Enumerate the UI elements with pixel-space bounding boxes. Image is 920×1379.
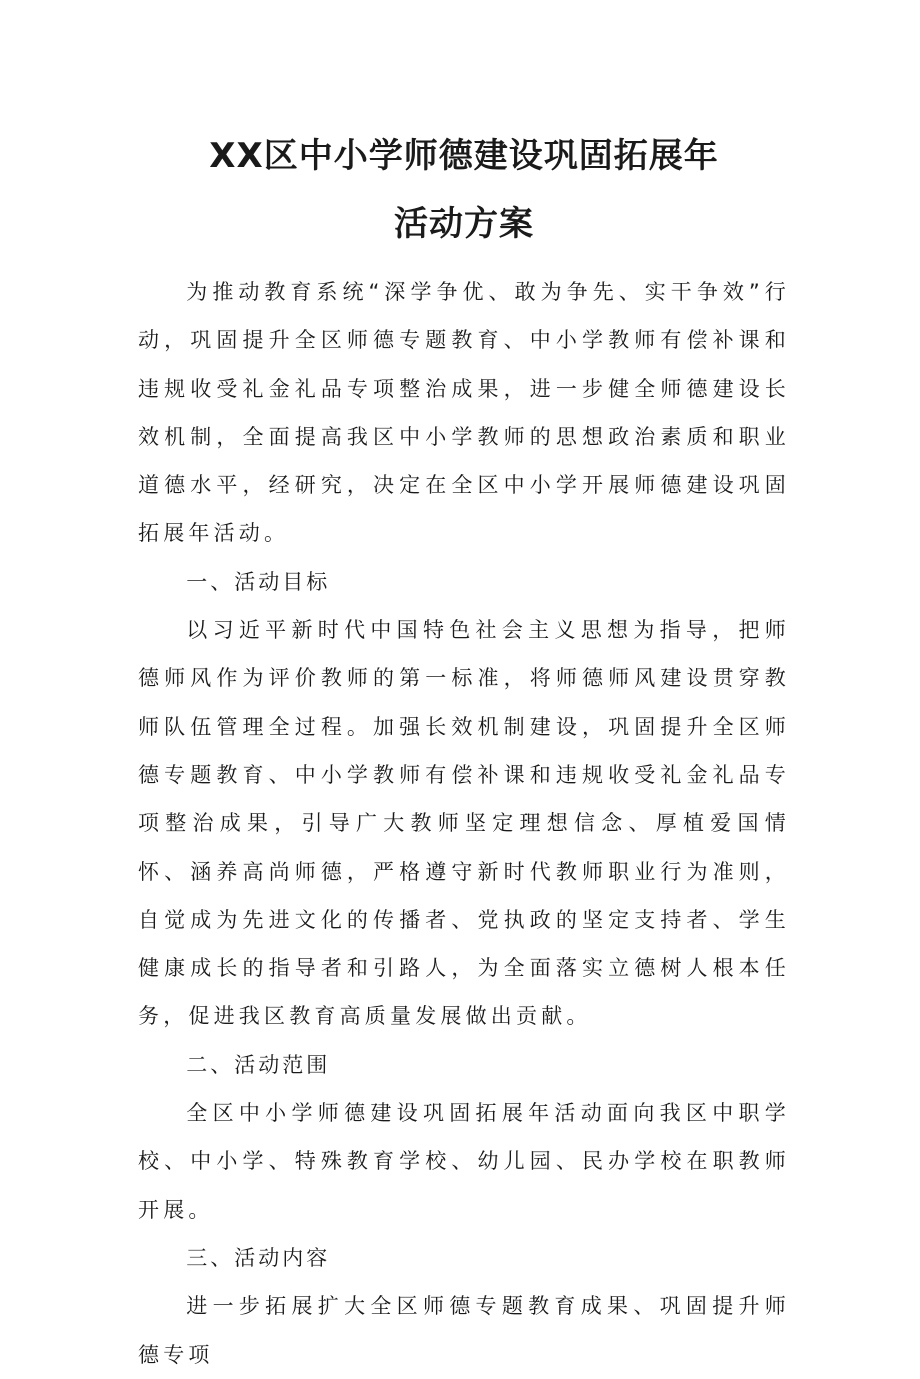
section2-heading: 二、活动范围 bbox=[186, 1052, 331, 1077]
document-title-line2: 活动方案 bbox=[394, 204, 534, 244]
section3-heading: 三、活动内容 bbox=[186, 1245, 331, 1270]
document-title-line1: XX区中小学师德建设巩固拓展年 bbox=[209, 136, 719, 176]
intro-paragraph: 为推动教育系统“深学争优、敢为争先、实干争效”行动，巩固提升全区师德专题教育、中小学教师有偿补课和违规收受礼金礼品专项整治成果，进一步健全师德建设长效机制，全面提高我区中小学教师的思想政治素质和职业道德水平，经研究，决定在全区中小学开展师德建设巩固拓展年活动。 bbox=[138, 280, 790, 546]
section1-body: 以习近平新时代中国特色社会主义思想为指导，把师德师风作为评价教师的第一标准，将师德师风建设贯穿教师队伍管理全过程。加强长效机制建设，巩固提升全区师德专题教育、中小学教师有偿补课和违规收受礼金礼品专项整治成果，引导广大教师坚定理想信念、厚植爱国情怀、涵养高尚师德，严格遵守新时代教师职业行为准则，自觉成为先进文化的传播者、党执政的坚定支持者、学生健康成长的指导者和引路人，为全面落实立德树人根本任务，促进我区教育高质量发展做出贡献。 bbox=[138, 618, 790, 1029]
section3-body: 进一步拓展扩大全区师德专题教育成果、巩固提升师德专项 bbox=[138, 1294, 790, 1367]
section2-body: 全区中小学师德建设巩固拓展年活动面向我区中职学校、中小学、特殊教育学校、幼儿园、民办学校在职教师开展。 bbox=[138, 1101, 790, 1222]
section1-heading: 一、活动目标 bbox=[186, 569, 331, 594]
